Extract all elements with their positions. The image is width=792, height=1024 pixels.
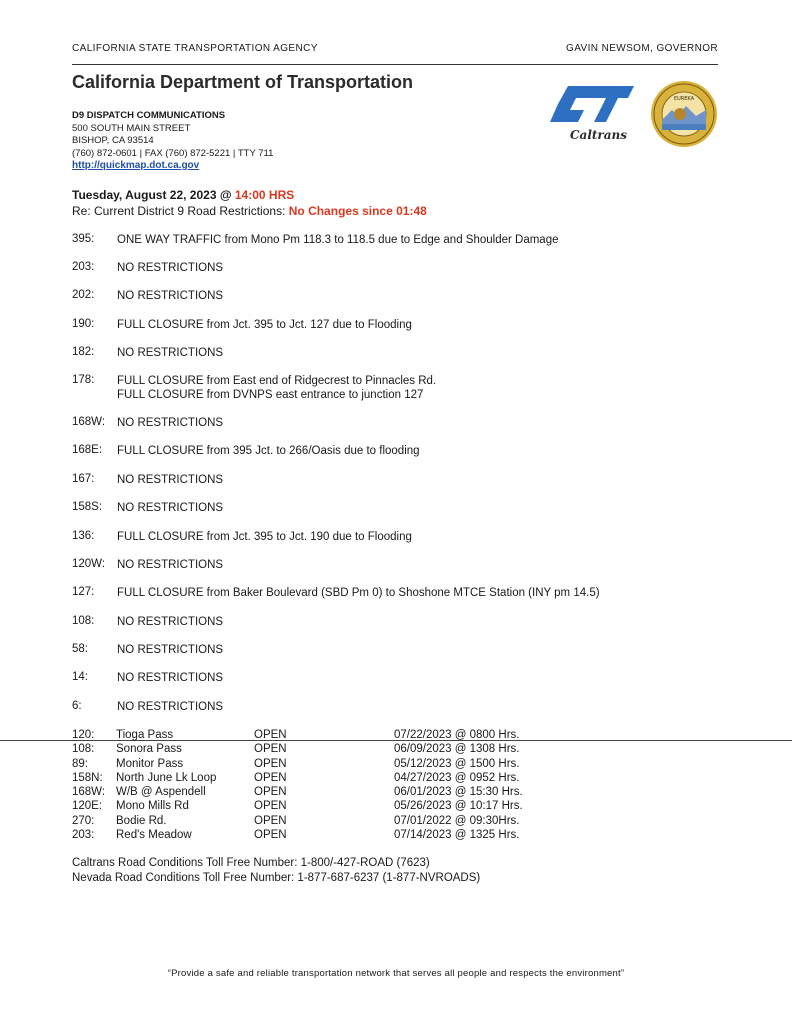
restriction-line: NO RESTRICTIONS (117, 262, 224, 274)
route-number: 178: (72, 374, 95, 386)
route-number: 167: (72, 473, 95, 485)
office-phones: (760) 872-0601 | FAX (760) 872-5221 | TTY 711 (72, 147, 274, 159)
report-status: No Changes since 01:48 (288, 204, 427, 218)
restriction-line: FULL CLOSURE from Baker Boulevard (SBD Pm 0) to Shoshone MTCE Station (INY pm 14.5) (117, 587, 600, 599)
restriction-description (117, 501, 223, 515)
restriction-description (117, 473, 223, 487)
restriction-line: NO RESTRICTIONS (117, 347, 224, 359)
caltrans-t-shape (586, 86, 634, 122)
pass-name: North June Lk Loop (116, 771, 217, 784)
pass-name: Tioga Pass (116, 729, 174, 741)
pass-status: OPEN (254, 729, 287, 741)
restriction-line: NO RESTRICTIONS (117, 701, 224, 713)
seal-motto: EUREKA (673, 96, 695, 102)
pass-route: 108: (72, 743, 95, 756)
governor-name: GAVIN NEWSOM, GOVERNOR (566, 43, 718, 54)
restriction-description (117, 233, 558, 247)
pass-status: OPEN (254, 757, 287, 770)
restriction-description (117, 671, 223, 685)
restriction-line: NO RESTRICTIONS (117, 559, 224, 571)
pass-route: 120E: (72, 800, 103, 813)
caltrans-logo (548, 82, 638, 144)
pass-status: OPEN (254, 771, 287, 784)
restriction-description (117, 416, 223, 430)
caltrans-toll-free: Caltrans Road Conditions Toll Free Number: 1-800/-427-ROAD (7623) (72, 857, 430, 869)
restriction-description (117, 530, 412, 544)
restriction-line: NO RESTRICTIONS (117, 616, 224, 628)
pass-row (72, 828, 554, 842)
pass-route: 120: (72, 729, 95, 741)
route-number: 395: (72, 233, 95, 245)
restriction-description (117, 318, 412, 332)
restriction-description (117, 261, 223, 275)
route-number: 136: (72, 530, 95, 542)
office-name: D9 DISPATCH COMMUNICATIONS (72, 110, 226, 121)
pass-row (72, 742, 554, 756)
restriction-line: FULL CLOSURE from 395 Jct. to 266/Oasis due to flooding (117, 445, 420, 457)
route-number: 182: (72, 346, 95, 358)
route-number: 202: (72, 289, 95, 301)
restriction-line: NO RESTRICTIONS (117, 290, 224, 302)
mountain-passes-table (72, 728, 554, 842)
pass-name: W/B @ Aspendell (116, 786, 206, 799)
restriction-description (117, 700, 223, 714)
route-number: 120W: (72, 558, 106, 570)
pass-opened: 05/26/2023 @ 10:17 Hrs. (394, 800, 523, 813)
pass-row (72, 757, 554, 771)
pass-opened: 07/14/2023 @ 1325 Hrs. (394, 829, 520, 842)
route-number: 168W: (72, 416, 106, 428)
pass-row (72, 814, 554, 828)
caltrans-c-shape (550, 86, 596, 122)
pass-opened: 05/12/2023 @ 1500 Hrs. (394, 757, 520, 770)
pass-opened: 06/09/2023 @ 1308 Hrs. (394, 743, 520, 756)
report-subject-text: Re: Current District 9 Road Restrictions: (72, 204, 289, 218)
pass-status: OPEN (254, 786, 287, 799)
route-number: 168E: (72, 444, 103, 456)
restriction-description (117, 374, 436, 402)
pass-name: Bodie Rd. (116, 814, 167, 827)
pass-name: Mono Mills Rd (116, 800, 189, 813)
route-number: 190: (72, 318, 95, 330)
pass-status: OPEN (254, 743, 287, 756)
restriction-line: NO RESTRICTIONS (117, 502, 224, 514)
route-number: 108: (72, 615, 95, 627)
restriction-line: FULL CLOSURE from Jct. 395 to Jct. 127 due to Flooding (117, 319, 412, 331)
department-title: California Department of Transportation (72, 72, 414, 92)
restriction-description (117, 289, 223, 303)
office-city: BISHOP, CA 93514 (72, 135, 154, 146)
pass-row (72, 785, 554, 799)
restriction-line: NO RESTRICTIONS (117, 672, 224, 684)
mission-statement: “Provide a safe and reliable transportation network that serves all people and respects the environment” (167, 968, 625, 979)
pass-route: 89: (72, 757, 88, 770)
restriction-line: ONE WAY TRAFFIC from Mono Pm 118.3 to 118.5 due to Edge and Shoulder Damage (117, 234, 559, 246)
pass-route: 270: (72, 814, 95, 827)
pass-status: OPEN (254, 814, 287, 827)
pass-opened: 06/01/2023 @ 15:30 Hrs. (394, 786, 523, 799)
route-number: 127: (72, 586, 95, 598)
restriction-line: FULL CLOSURE from DVNPS east entrance to junction 127 (117, 389, 424, 401)
pass-name: Sonora Pass (116, 743, 182, 756)
restriction-line: NO RESTRICTIONS (117, 644, 224, 656)
restriction-description (117, 643, 223, 657)
report-time: 14:00 HRS (234, 188, 295, 202)
pass-row (72, 771, 554, 785)
restriction-description (117, 586, 600, 600)
pass-status: OPEN (254, 800, 287, 813)
route-number: 6: (72, 700, 82, 712)
agency-name: CALIFORNIA STATE TRANSPORTATION AGENCY (72, 43, 318, 54)
restriction-description (117, 444, 420, 458)
pass-name: Monitor Pass (116, 757, 184, 770)
pass-opened: 07/01/2022 @ 09:30Hrs. (394, 814, 520, 827)
restriction-line: FULL CLOSURE from Jct. 395 to Jct. 190 due to Flooding (117, 531, 412, 543)
quickmap-link[interactable]: http://quickmap.dot.ca.gov (72, 160, 200, 171)
restriction-description (117, 346, 223, 360)
pass-route: 203: (72, 829, 95, 842)
restriction-description (117, 558, 223, 572)
pass-opened: 07/22/2023 @ 0800 Hrs. (394, 729, 520, 741)
state-seal-icon (650, 80, 718, 148)
office-street: 500 SOUTH MAIN STREET (72, 122, 191, 134)
restriction-line: NO RESTRICTIONS (117, 474, 224, 486)
route-number: 158S: (72, 501, 103, 513)
report-subject (72, 204, 427, 218)
pass-row (72, 799, 554, 813)
restriction-line: NO RESTRICTIONS (117, 417, 224, 429)
report-date-text: Tuesday, August 22, 2023 @ (72, 188, 235, 202)
nevada-toll-free: Nevada Road Conditions Toll Free Number: 1-877-687-6237 (1-877-NVROADS) (72, 871, 481, 884)
route-number: 203: (72, 261, 95, 273)
report-date (72, 188, 294, 202)
header-divider (72, 64, 718, 65)
pass-route: 158N: (72, 771, 103, 784)
caltrans-wordmark: Caltrans (570, 128, 628, 142)
route-number: 14: (72, 671, 88, 683)
route-number: 58: (72, 643, 88, 655)
restriction-line: FULL CLOSURE from East end of Ridgecrest to Pinnacles Rd. (117, 375, 437, 387)
pass-opened: 04/27/2023 @ 0952 Hrs. (394, 771, 520, 784)
pass-name: Red's Meadow (116, 829, 192, 842)
pass-route: 168W: (72, 786, 106, 799)
pass-status: OPEN (254, 829, 287, 842)
pass-row (72, 728, 554, 742)
restriction-description (117, 615, 223, 629)
office-address (72, 110, 273, 173)
toll-free-numbers (72, 856, 480, 885)
